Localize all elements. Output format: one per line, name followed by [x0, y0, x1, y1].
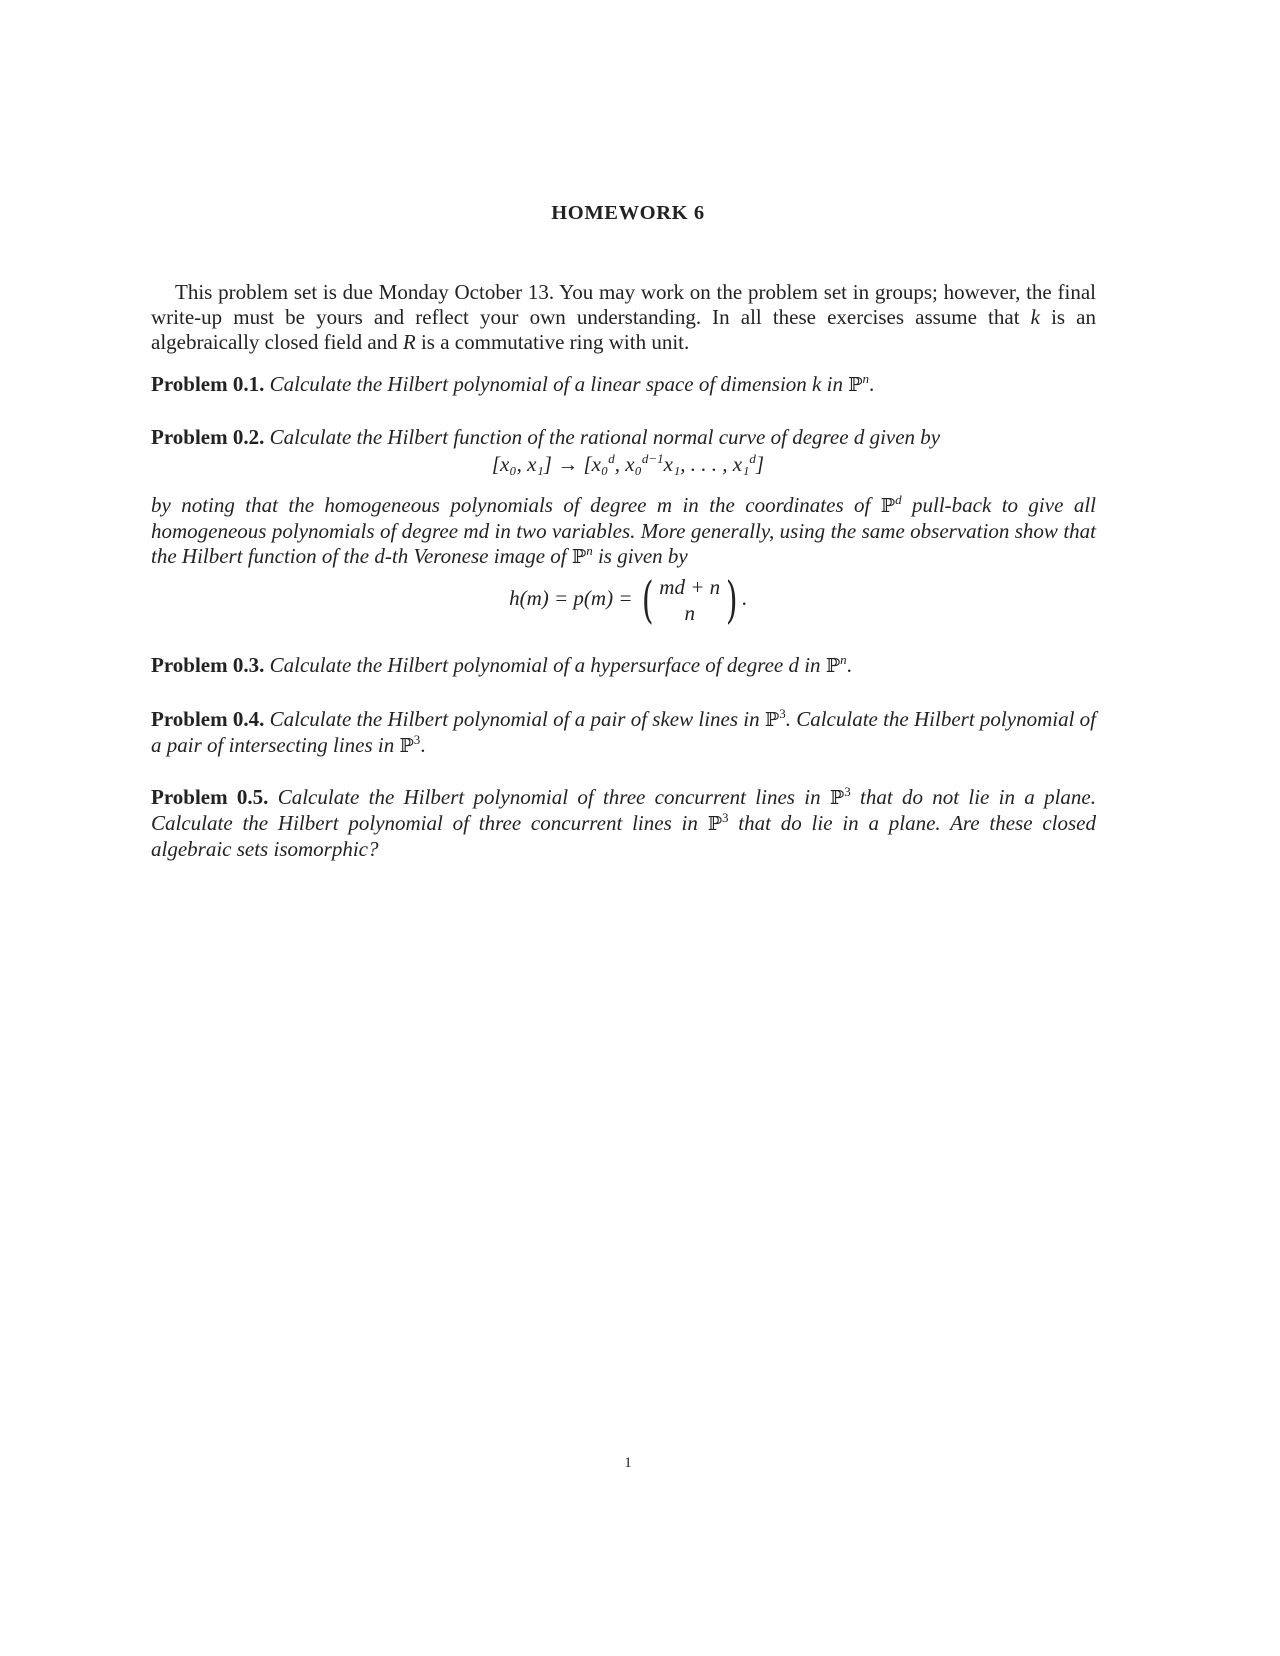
intro-k: k	[1030, 305, 1040, 329]
problem-text: Calculate the Hilbert polynomial of a hypersurface of degree d in	[269, 653, 826, 677]
equation-rational-normal-curve	[0, 452, 1256, 477]
math-sup-n: n	[586, 543, 593, 558]
problem-0-1	[151, 372, 1096, 398]
problem-label: Problem 0.5.	[151, 785, 269, 809]
problem-text: is given by	[592, 544, 688, 568]
math-sup-n: n	[840, 652, 847, 667]
projective-space-symbol: ℙ	[880, 495, 896, 517]
eq-sup: d−1	[641, 451, 664, 466]
problem-label: Problem 0.4.	[151, 707, 265, 731]
problem-text: Calculate the Hilbert polynomial of three concurrent lines in	[277, 785, 830, 809]
problem-text: Calculate the Hilbert polynomial of a linear space of dimension	[269, 372, 813, 396]
problem-label: Problem 0.2.	[151, 425, 265, 449]
problem-label: Problem 0.3.	[151, 653, 265, 677]
problem-text: in	[821, 372, 849, 396]
equation-veronese-hilbert	[0, 572, 1256, 628]
problem-text: by noting that the homogeneous polynomials of degree m in the coordinates of	[151, 493, 881, 517]
problem-text: Calculate the Hilbert polynomial of a pair of skew lines in	[269, 707, 765, 731]
punct: .	[741, 585, 747, 610]
left-paren: (	[641, 571, 654, 629]
intro-text-1: This problem set is due Monday October 13. You may work on the problem set in groups; however, the final write-up must be yours and reflect your own understanding. In all these exercises assume that	[151, 280, 1096, 329]
eq-lhs: h(m) = p(m) =	[509, 585, 638, 610]
math-sup-3: 3	[844, 784, 851, 799]
math-sup-d: d	[895, 492, 902, 507]
problem-0-3	[151, 653, 1096, 679]
problem-label: Problem 0.1.	[151, 372, 265, 396]
page-title: HOMEWORK 6	[551, 202, 705, 224]
binom-bottom: n	[684, 601, 695, 625]
binomial-coefficient	[638, 572, 742, 628]
projective-space-symbol: ℙ	[399, 735, 414, 757]
projective-space-symbol: ℙ	[825, 655, 841, 677]
math-sup-3: 3	[779, 706, 786, 721]
problem-text: pull-back to give all homogeneous polynomials of degree md in two variables. More generally, using the same observation show that the Hilbert function of the d-th Veronese image of	[151, 493, 1096, 568]
projective-space-symbol: ℙ	[571, 546, 587, 568]
math-sup-3: 3	[413, 732, 421, 747]
page-number: 1	[624, 1455, 632, 1471]
math-k: k	[812, 372, 822, 396]
problem-text: that do lie in a plane. Are these closed algebraic sets isomorphic?	[151, 811, 1096, 861]
eq-sup: d	[608, 451, 615, 466]
eq-sup: d	[749, 451, 756, 466]
intro-R: R	[402, 330, 416, 354]
problem-text: . Calculate the Hilbert polynomial of a pair of intersecting lines in	[151, 707, 1097, 757]
binom-top: md + n	[659, 575, 721, 599]
problem-0-5	[151, 785, 1096, 862]
problem-text: that do not lie in a plane. Calculate the Hilbert polynomial of three concurrent lines in	[151, 785, 1096, 835]
punct: .	[869, 372, 875, 396]
punct: .	[846, 653, 852, 677]
projective-space-symbol: ℙ	[829, 787, 845, 809]
problem-0-4	[151, 707, 1096, 759]
projective-space-symbol: ℙ	[848, 374, 863, 396]
intro-paragraph	[151, 280, 1096, 355]
eq-part: ]	[755, 452, 765, 476]
projective-space-symbol: ℙ	[707, 813, 722, 835]
eq-part: , x₀	[614, 452, 642, 476]
punct: .	[420, 733, 426, 757]
binom-stack	[657, 574, 722, 626]
problem-0-2	[151, 425, 1096, 450]
projective-space-symbol: ℙ	[764, 709, 780, 731]
eq-part: x₁, . . . , x₁	[663, 452, 750, 476]
intro-text-3: is a commutative ring with unit.	[415, 330, 690, 354]
problem-0-2-continued	[151, 493, 1096, 570]
right-paren: )	[726, 571, 738, 629]
eq-part: [x₀, x₁] → [x₀	[491, 452, 609, 476]
math-sup-n: n	[862, 371, 870, 386]
intro-text-2: is an algebraically closed field and	[151, 305, 1096, 354]
problem-text: Calculate the Hilbert function of the rational normal curve of degree d given by	[269, 425, 941, 449]
math-sup-3: 3	[721, 810, 729, 825]
